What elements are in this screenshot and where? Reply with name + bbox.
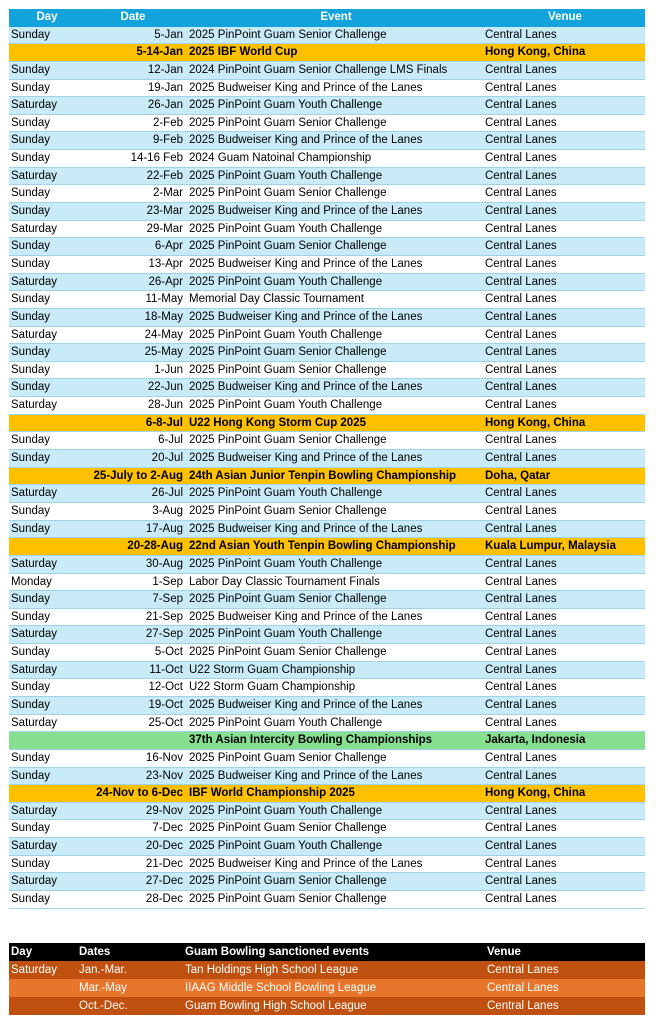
cell-day: Saturday: [11, 328, 58, 341]
table-row: [9, 503, 645, 521]
cell-venue: Central Lanes: [485, 346, 557, 359]
cell-event: 2025 Budweiser King and Prince of the Lanes: [189, 381, 423, 394]
cell-date: 5-Jan: [154, 28, 183, 41]
cell-venue: Central Lanes: [485, 363, 557, 376]
cell-day: [9, 732, 83, 749]
cell-date: 26-Jan: [147, 99, 183, 112]
table-row: [9, 379, 645, 397]
cell-venue: Central Lanes: [485, 28, 557, 41]
cell-event: 2025 Budweiser King and Prince of the Lanes: [189, 81, 423, 94]
cell-day: Saturday: [11, 399, 58, 412]
cell-venue: Central Lanes: [485, 716, 557, 729]
cell-event: 37th Asian Intercity Bowling Championships: [189, 734, 433, 747]
table-row: [9, 856, 645, 874]
cell-venue: Central Lanes: [485, 81, 557, 94]
cell-day: Sunday: [11, 857, 51, 870]
table-row: [9, 891, 645, 909]
table-row: [9, 609, 645, 627]
header-venue: Venue: [548, 11, 582, 23]
cell-event: 2025 PinPoint Guam Senior Challenge: [189, 187, 387, 200]
cell-date: 5-14-Jan: [136, 46, 183, 59]
table-row: [9, 432, 645, 450]
cell-venue: Central Lanes: [485, 399, 557, 412]
cell-event: 2025 Budweiser King and Prince of the Lanes: [189, 698, 423, 711]
cell-event: 2025 PinPoint Guam Senior Challenge: [189, 822, 387, 835]
cell-event: 2025 PinPoint Guam Youth Challenge: [189, 628, 383, 641]
cell-venue: Central Lanes: [485, 663, 557, 676]
table-row: [9, 327, 645, 345]
cell-event: 2025 Budweiser King and Prince of the Lanes: [189, 857, 423, 870]
cell-venue: Central Lanes: [485, 381, 557, 394]
cell-venue: Jakarta, Indonesia: [485, 734, 586, 747]
cell-venue: Central Lanes: [485, 63, 557, 76]
cell-venue: Central Lanes: [485, 610, 557, 623]
cell-venue: Central Lanes: [485, 893, 557, 906]
cell-event: 22nd Asian Youth Tenpin Bowling Championship: [189, 540, 456, 553]
cell-dates: Oct.-Dec.: [79, 1000, 128, 1012]
table-row: [9, 238, 645, 256]
cell-venue: Central Lanes: [485, 822, 557, 835]
cell-venue: Central Lanes: [485, 257, 557, 270]
table-row: [9, 62, 645, 80]
cell-venue: Central Lanes: [485, 504, 557, 517]
cell-venue: Central Lanes: [487, 964, 559, 976]
cell-day: Sunday: [11, 822, 51, 835]
header-event: Event: [320, 11, 352, 23]
table-row: [9, 221, 645, 239]
cell-day: Sunday: [11, 346, 51, 359]
cell-date: 3-Aug: [152, 504, 183, 517]
cell-event: IIAAG Middle School Bowling League: [185, 982, 377, 994]
cell-venue: Hong Kong, China: [485, 416, 586, 429]
cell-event: 2025 PinPoint Guam Youth Challenge: [189, 716, 383, 729]
cell-date: 20-Dec: [145, 840, 183, 853]
cell-date: [83, 732, 187, 749]
table-row: [9, 697, 645, 715]
table-row: [9, 679, 645, 697]
table-row: [9, 256, 645, 274]
cell-day: Monday: [11, 575, 52, 588]
cell-date: 22-Jun: [147, 381, 183, 394]
table-row: [9, 820, 645, 838]
schedule-body: [9, 27, 645, 909]
cell-venue: Central Lanes: [485, 187, 557, 200]
table-row: [9, 715, 645, 733]
cell-date: 23-Nov: [145, 769, 183, 782]
cell-venue: Central Lanes: [485, 328, 557, 341]
cell-event: Memorial Day Classic Tournament: [189, 293, 364, 306]
table-row: [9, 556, 645, 574]
cell-venue: Central Lanes: [485, 205, 557, 218]
cell-event: 2025 PinPoint Guam Youth Challenge: [189, 557, 383, 570]
cell-date: 27-Dec: [145, 875, 183, 888]
table-row: [9, 838, 645, 856]
local-header-venue: Venue: [487, 946, 521, 958]
cell-event: 2025 PinPoint Guam Youth Challenge: [189, 222, 383, 235]
cell-date: 17-Aug: [145, 522, 183, 535]
cell-event: 2025 PinPoint Guam Senior Challenge: [189, 875, 387, 888]
header-day: Day: [36, 11, 58, 23]
table-row: [9, 150, 645, 168]
cell-day: [9, 44, 83, 61]
cell-event: 2025 Budweiser King and Prince of the Lanes: [189, 205, 423, 218]
cell-venue: Central Lanes: [487, 982, 559, 994]
schedule-header-row: [9, 9, 645, 27]
cell-date: 23-Mar: [146, 205, 183, 218]
cell-event: 2025 PinPoint Guam Senior Challenge: [189, 646, 387, 659]
cell-day: Sunday: [11, 205, 51, 218]
cell-event: IBF World Championship 2025: [189, 787, 355, 800]
cell-date: 14-16 Feb: [130, 152, 183, 165]
table-row: [9, 873, 645, 891]
table-row: [9, 803, 645, 821]
table-row: [9, 80, 645, 98]
local-header-dates: Dates: [79, 946, 111, 958]
table-row: [9, 644, 645, 662]
cell-venue: Central Lanes: [485, 522, 557, 535]
cell-venue: Central Lanes: [485, 487, 557, 500]
table-row: [9, 309, 645, 327]
cell-venue: Central Lanes: [485, 698, 557, 711]
cell-venue: Central Lanes: [485, 116, 557, 129]
cell-day: Sunday: [11, 610, 51, 623]
cell-venue: Central Lanes: [485, 646, 557, 659]
table-row: [9, 344, 645, 362]
table-row: [9, 291, 645, 309]
cell-venue: Central Lanes: [485, 452, 557, 465]
cell-date: 21-Sep: [145, 610, 183, 623]
cell-day: Sunday: [11, 310, 51, 323]
table-row: [9, 415, 645, 433]
table-row: [9, 662, 645, 680]
cell-event: U22 Storm Guam Championship: [189, 681, 356, 694]
cell-day: Sunday: [11, 434, 51, 447]
cell-day: Sunday: [11, 63, 51, 76]
cell-event: U22 Storm Guam Championship: [189, 663, 356, 676]
cell-event: 2025 PinPoint Guam Senior Challenge: [189, 893, 387, 906]
cell-day: Sunday: [11, 28, 51, 41]
table-row: [9, 485, 645, 503]
cell-date: 12-Oct: [148, 681, 183, 694]
cell-event: 2025 PinPoint Guam Youth Challenge: [189, 487, 383, 500]
cell-venue: Kuala Lumpur, Malaysia: [485, 540, 617, 553]
cell-date: 19-Oct: [148, 698, 183, 711]
cell-day: Saturday: [11, 275, 58, 288]
table-row: [9, 203, 645, 221]
cell-day: Sunday: [11, 452, 51, 465]
cell-venue: Central Lanes: [485, 293, 557, 306]
cell-event: 2025 PinPoint Guam Senior Challenge: [189, 116, 387, 129]
cell-date: 2-Feb: [152, 116, 183, 129]
cell-day: Sunday: [11, 116, 51, 129]
cell-venue: Central Lanes: [485, 804, 557, 817]
cell-venue: Central Lanes: [485, 840, 557, 853]
cell-date: 9-Feb: [152, 134, 183, 147]
cell-date: 13-Apr: [148, 257, 183, 270]
cell-event: 2024 PinPoint Guam Senior Challenge LMS Finals: [189, 63, 448, 76]
cell-day: Sunday: [11, 363, 51, 376]
cell-date: 26-Apr: [148, 275, 183, 288]
cell-event: 2025 Budweiser King and Prince of the Lanes: [189, 257, 423, 270]
table-row: [9, 574, 645, 592]
table-row: [9, 44, 645, 62]
cell-day: Saturday: [11, 875, 58, 888]
table-row: [9, 521, 645, 539]
table-row: [9, 750, 645, 768]
cell-event: U22 Hong Kong Storm Cup 2025: [189, 416, 366, 429]
header-date: Date: [120, 11, 146, 23]
cell-date: 11-May: [145, 293, 183, 306]
cell-date: 22-Feb: [146, 169, 183, 182]
cell-date: 29-Mar: [146, 222, 183, 235]
cell-day: Sunday: [11, 769, 51, 782]
cell-venue: Central Lanes: [485, 240, 557, 253]
cell-date: 1-Sep: [152, 575, 183, 588]
cell-event: 2025 PinPoint Guam Youth Challenge: [189, 169, 383, 182]
local-header-event: Guam Bowling sanctioned events: [185, 946, 370, 958]
cell-day: Saturday: [11, 222, 58, 235]
cell-venue: Central Lanes: [485, 222, 557, 235]
table-row: [9, 468, 645, 486]
cell-event: 2025 PinPoint Guam Youth Challenge: [189, 328, 383, 341]
cell-day: [9, 468, 83, 485]
cell-venue: Central Lanes: [485, 575, 557, 588]
cell-event: 2025 Budweiser King and Prince of the Lanes: [189, 610, 423, 623]
cell-venue: Doha, Qatar: [485, 469, 551, 482]
cell-event: 2025 Budweiser King and Prince of the Lanes: [189, 522, 423, 535]
table-row: [9, 591, 645, 609]
cell-day: Saturday: [11, 487, 58, 500]
cell-date: 19-Jan: [147, 81, 183, 94]
table-row: [9, 185, 645, 203]
cell-date: 28-Dec: [145, 893, 183, 906]
cell-date: 25-May: [144, 346, 183, 359]
cell-day: Saturday: [11, 169, 58, 182]
table-row: [9, 132, 645, 150]
cell-event: 2025 PinPoint Guam Senior Challenge: [189, 504, 387, 517]
cell-date: 2-Mar: [152, 187, 183, 200]
cell-day: Sunday: [11, 646, 51, 659]
cell-day: Sunday: [11, 81, 51, 94]
cell-date: 30-Aug: [145, 557, 183, 570]
cell-date: 20-Jul: [151, 452, 183, 465]
cell-date: 26-Jul: [151, 487, 183, 500]
table-row: [9, 538, 645, 556]
cell-date: 1-Jun: [154, 363, 183, 376]
cell-event: 2025 PinPoint Guam Senior Challenge: [189, 240, 387, 253]
cell-date: 16-Nov: [145, 751, 183, 764]
cell-date: 27-Sep: [145, 628, 183, 641]
table-row: [9, 997, 645, 1015]
cell-event: 2025 PinPoint Guam Senior Challenge: [189, 751, 387, 764]
cell-date: 20-28-Aug: [127, 540, 183, 553]
cell-venue: Hong Kong, China: [485, 787, 586, 800]
cell-event: 2025 IBF World Cup: [189, 46, 298, 59]
cell-event: 2025 PinPoint Guam Senior Challenge: [189, 593, 387, 606]
cell-day: Sunday: [11, 152, 51, 165]
cell-date: 25-July to 2-Aug: [93, 469, 183, 482]
cell-venue: Central Lanes: [485, 434, 557, 447]
cell-event: 2025 PinPoint Guam Youth Challenge: [189, 804, 383, 817]
cell-day: Sunday: [11, 134, 51, 147]
cell-day: Sunday: [11, 257, 51, 270]
cell-date: 28-Jun: [147, 399, 183, 412]
table-row: [9, 168, 645, 186]
cell-date: 24-Nov to 6-Dec: [96, 787, 183, 800]
cell-day: Sunday: [11, 293, 51, 306]
table-row: [9, 274, 645, 292]
table-row: [9, 785, 645, 803]
cell-venue: Hong Kong, China: [485, 46, 586, 59]
cell-event: 2025 PinPoint Guam Senior Challenge: [189, 434, 387, 447]
cell-event: Labor Day Classic Tournament Finals: [189, 575, 380, 588]
cell-day: Sunday: [11, 504, 51, 517]
cell-day: Saturday: [11, 716, 58, 729]
table-row: [9, 115, 645, 133]
cell-day: Saturday: [11, 628, 58, 641]
table-row: [9, 450, 645, 468]
cell-venue: Central Lanes: [485, 152, 557, 165]
cell-event: 2025 PinPoint Guam Senior Challenge: [189, 28, 387, 41]
cell-event: Tan Holdings High School League: [185, 964, 359, 976]
cell-venue: Central Lanes: [485, 99, 557, 112]
cell-day: Sunday: [11, 522, 51, 535]
cell-date: 6-Apr: [154, 240, 183, 253]
schedule-table: [9, 9, 645, 909]
cell-day: Sunday: [11, 240, 51, 253]
cell-day: [9, 979, 77, 997]
cell-day: Saturday: [11, 663, 58, 676]
table-row: [9, 768, 645, 786]
cell-date: 12-Jan: [147, 63, 183, 76]
cell-venue: Central Lanes: [485, 275, 557, 288]
cell-venue: Central Lanes: [485, 769, 557, 782]
cell-day: Sunday: [11, 381, 51, 394]
cell-event: 2025 Budweiser King and Prince of the Lanes: [189, 769, 423, 782]
table-row: [9, 97, 645, 115]
cell-event: 2025 Budweiser King and Prince of the Lanes: [189, 134, 423, 147]
cell-venue: Central Lanes: [485, 751, 557, 764]
cell-date: 18-May: [144, 310, 183, 323]
table-row: [9, 362, 645, 380]
cell-date: 7-Dec: [152, 822, 183, 835]
cell-event: 24th Asian Junior Tenpin Bowling Championship: [189, 469, 457, 482]
cell-venue: Central Lanes: [485, 681, 557, 694]
cell-day: Saturday: [11, 557, 58, 570]
cell-day: Saturday: [11, 99, 58, 112]
cell-venue: Central Lanes: [485, 310, 557, 323]
table-row: [9, 626, 645, 644]
cell-day: Sunday: [11, 893, 51, 906]
local-events-table: [9, 943, 645, 1015]
local-header-row: [9, 943, 645, 961]
cell-date: 5-Oct: [154, 646, 183, 659]
cell-dates: Jan.-Mar.: [79, 964, 127, 976]
cell-day: Saturday: [11, 964, 58, 976]
local-header-day: Day: [11, 946, 33, 958]
cell-event: Guam Bowling High School League: [185, 1000, 367, 1012]
cell-date: 6-Jul: [158, 434, 183, 447]
cell-day: Sunday: [11, 187, 51, 200]
cell-venue: Central Lanes: [487, 1000, 559, 1012]
cell-day: Sunday: [11, 698, 51, 711]
cell-event: 2025 PinPoint Guam Youth Challenge: [189, 275, 383, 288]
cell-venue: Central Lanes: [485, 875, 557, 888]
table-row: [9, 27, 645, 45]
table-row: [9, 961, 645, 979]
cell-event: 2025 Budweiser King and Prince of the Lanes: [189, 452, 423, 465]
cell-day: Saturday: [11, 804, 58, 817]
cell-venue: Central Lanes: [485, 857, 557, 870]
table-row: [9, 979, 645, 997]
cell-date: 24-May: [144, 328, 183, 341]
cell-day: [9, 415, 83, 432]
cell-event: 2025 PinPoint Guam Youth Challenge: [189, 99, 383, 112]
table-row: [9, 732, 645, 750]
cell-day: Saturday: [11, 840, 58, 853]
cell-date: 6-8-Jul: [145, 416, 183, 429]
cell-event: 2025 PinPoint Guam Youth Challenge: [189, 840, 383, 853]
cell-day: [9, 997, 77, 1015]
cell-date: 21-Dec: [145, 857, 183, 870]
cell-event: 2025 PinPoint Guam Senior Challenge: [189, 363, 387, 376]
cell-venue: Central Lanes: [485, 593, 557, 606]
cell-date: 25-Oct: [148, 716, 183, 729]
cell-venue: Central Lanes: [485, 628, 557, 641]
cell-venue: Central Lanes: [485, 134, 557, 147]
cell-date: 7-Sep: [152, 593, 183, 606]
local-events-body: [9, 961, 645, 1015]
cell-event: 2025 PinPoint Guam Youth Challenge: [189, 399, 383, 412]
cell-day: Sunday: [11, 593, 51, 606]
cell-day: [9, 785, 83, 802]
cell-date: 29-Nov: [145, 804, 183, 817]
cell-day: [9, 538, 83, 555]
cell-event: 2025 PinPoint Guam Senior Challenge: [189, 346, 387, 359]
cell-date: 11-Oct: [149, 663, 183, 676]
cell-event: 2024 Guam Natoinal Championship: [189, 152, 372, 165]
table-row: [9, 397, 645, 415]
cell-venue: Central Lanes: [485, 169, 557, 182]
cell-day: Sunday: [11, 751, 51, 764]
cell-day: Sunday: [11, 681, 51, 694]
cell-dates: Mar.-May: [79, 982, 127, 994]
cell-venue: Central Lanes: [485, 557, 557, 570]
cell-event: 2025 Budweiser King and Prince of the Lanes: [189, 310, 423, 323]
